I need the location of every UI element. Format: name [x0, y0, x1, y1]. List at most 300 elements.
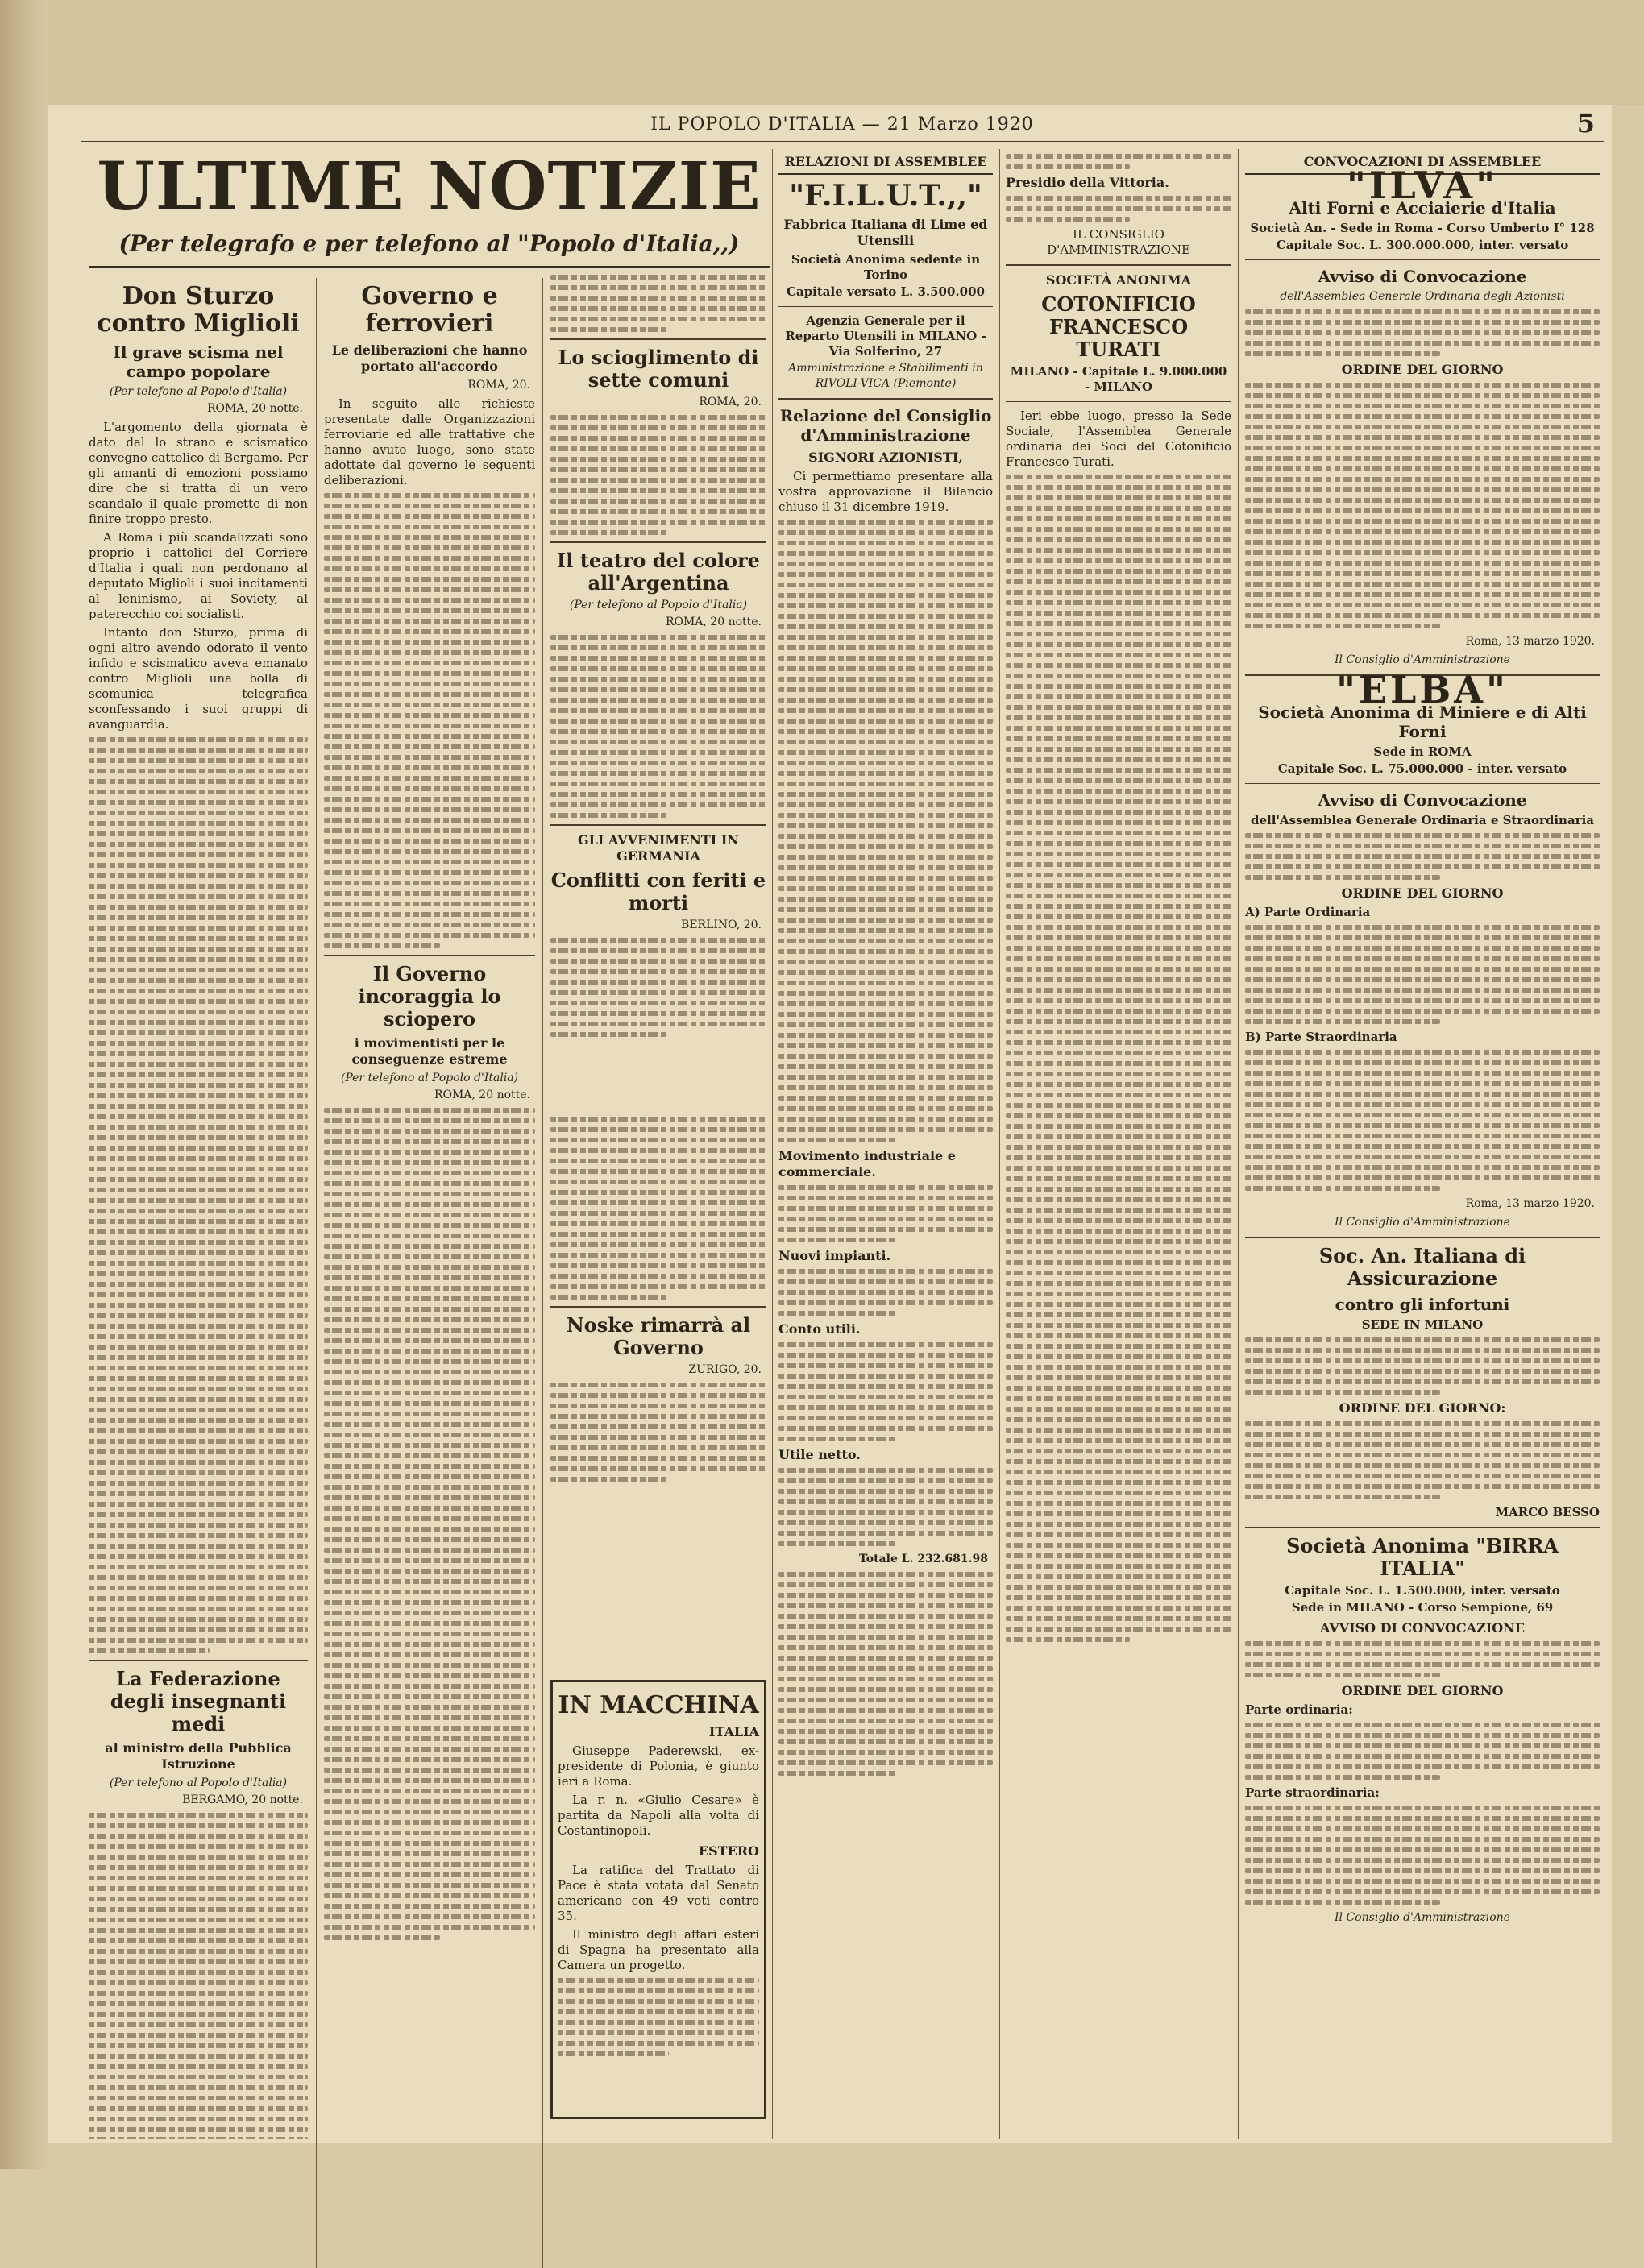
article-body-text: [89, 1813, 308, 2139]
text-line: [1006, 1072, 1231, 1076]
text-line: [1245, 1060, 1600, 1065]
text-line: [1006, 715, 1231, 720]
elba-part-a: A) Parte Ordinaria: [1245, 905, 1371, 919]
text-line: [1006, 1564, 1231, 1569]
text-line: [324, 1652, 535, 1657]
text-line: [89, 1240, 308, 1245]
text-line: [89, 1250, 308, 1255]
text-line: [550, 687, 766, 692]
text-line: [324, 1171, 535, 1175]
text-line: [89, 999, 308, 1004]
text-line: [778, 1206, 993, 1211]
text-line: [1006, 1428, 1231, 1433]
text-line: [550, 1011, 766, 1016]
article-headline: Noske rimarrà al Governo: [566, 1313, 751, 1359]
text-line: [324, 1370, 535, 1374]
relazione-total: Totale L. 232.681.98: [858, 1553, 988, 1565]
text-line: [1006, 1187, 1231, 1192]
text-line: [1245, 1723, 1600, 1727]
text-line: [324, 744, 535, 749]
text-line: [1245, 1432, 1600, 1437]
text-line: [1006, 820, 1231, 825]
article-headline: Il teatro del colore all'Argentina: [557, 549, 760, 595]
ilva-subtitle: Alti Forni e Acciaierie d'Italia: [1289, 198, 1556, 218]
text-line: [1006, 1061, 1231, 1066]
text-line: [324, 755, 535, 760]
text-line: [1006, 1113, 1231, 1118]
text-line: [324, 1862, 535, 1867]
text-line: [778, 1645, 993, 1650]
article-byline: (Per telefono al Popolo d'Italia): [340, 1072, 519, 1084]
text-line: [324, 1883, 535, 1888]
birra-body-text: [1245, 1641, 1600, 1677]
text-line: [1006, 1103, 1231, 1108]
text-line: [1245, 456, 1600, 461]
relazione-body-text: [778, 520, 993, 1142]
text-line: [550, 677, 766, 682]
text-line: [89, 800, 308, 805]
birra-notice: [1245, 1535, 1600, 1926]
text-line: [89, 2033, 308, 2038]
text-line: [778, 656, 993, 661]
text-line: [778, 1635, 993, 1640]
ilva-date: Roma, 13 marzo 1920.: [1465, 635, 1595, 648]
text-line: [89, 884, 308, 889]
text-line: [550, 813, 669, 818]
text-line: [89, 1928, 308, 1933]
text-line: [1006, 1574, 1231, 1579]
text-line: [89, 1638, 308, 1643]
text-line: [324, 1820, 535, 1825]
elba-sede: Sede in ROMA: [1373, 744, 1472, 759]
article-body-text: [89, 737, 308, 1653]
divider: [550, 824, 766, 826]
text-line: [1006, 611, 1231, 616]
text-line: [89, 1897, 308, 1901]
text-line: [324, 556, 535, 561]
text-line: [550, 980, 766, 985]
text-line: [324, 839, 535, 844]
relazione-body-text: [778, 1342, 993, 1441]
text-line: [324, 1768, 535, 1773]
text-line: [1006, 537, 1231, 542]
text-line: [778, 1269, 993, 1274]
text-line: [324, 828, 535, 833]
ilva-avviso: Avviso di Convocazione: [1318, 267, 1527, 286]
text-line: [1006, 1396, 1231, 1401]
article-headline: Governo e ferrovieri: [361, 282, 498, 338]
text-line: [324, 619, 535, 624]
text-line: [1006, 217, 1130, 222]
text-line: [324, 1181, 535, 1186]
text-line: [558, 2009, 759, 2014]
text-line: [778, 1001, 993, 1006]
text-line: [324, 566, 535, 571]
text-line: [324, 1296, 535, 1301]
column-6: [1245, 149, 1600, 2139]
text-line: [89, 915, 308, 920]
text-line: [550, 969, 766, 974]
text-line: [778, 1541, 896, 1546]
ilva-odg: ORDINE DEL GIORNO: [1341, 362, 1504, 377]
text-line: [778, 572, 993, 577]
text-line: [89, 1209, 308, 1213]
text-line: [89, 1167, 308, 1171]
text-line: [89, 978, 308, 983]
ultime-rule: [89, 266, 770, 268]
elba-body-text: [1245, 925, 1600, 1024]
text-line: [324, 902, 535, 906]
text-line: [324, 1569, 535, 1574]
text-line: [778, 1531, 993, 1536]
text-line: [1006, 852, 1231, 856]
text-line: [550, 1200, 766, 1205]
text-line: [1245, 571, 1600, 576]
text-line: [1006, 1375, 1231, 1380]
text-line: [1245, 1743, 1600, 1748]
text-line: [89, 758, 308, 763]
text-line: [1245, 1369, 1600, 1374]
text-line: [89, 2064, 308, 2069]
text-line: [1245, 988, 1600, 993]
article-headline: Conflitti con feriti e morti: [550, 869, 766, 914]
text-line: [1245, 519, 1600, 524]
text-line: [778, 802, 993, 807]
text-line: [89, 769, 308, 773]
text-line: [558, 2051, 669, 2056]
text-line: [550, 1180, 766, 1184]
text-line: [324, 1579, 535, 1584]
text-line: [324, 1548, 535, 1553]
text-line: [324, 703, 535, 707]
text-line: [324, 1422, 535, 1427]
text-line: [550, 306, 766, 311]
text-line: [324, 1558, 535, 1563]
text-line: [778, 624, 993, 629]
text-line: [778, 1033, 993, 1038]
text-line: [1006, 475, 1231, 479]
text-line: [778, 907, 993, 912]
article-dateline: ROMA, 20 notte.: [206, 402, 303, 415]
text-line: [1245, 435, 1600, 440]
text-line: [778, 1085, 993, 1090]
article-headline: La Federazione degli insegnanti medi: [110, 1667, 287, 1735]
text-line: [324, 943, 440, 948]
section-estero: ESTERO: [698, 1843, 759, 1859]
turati-capital: MILANO - Capitale L. 9.000.000 - MILANO: [1010, 364, 1227, 394]
elba-body-text: [1245, 1050, 1600, 1191]
text-line: [1006, 1197, 1231, 1202]
text-line: [778, 949, 993, 954]
text-line: [89, 1188, 308, 1192]
text-line: [1006, 1417, 1231, 1422]
text-line: [1006, 1606, 1231, 1611]
text-line: [1006, 485, 1231, 490]
text-line: [778, 1279, 993, 1284]
text-line: [1006, 1522, 1231, 1527]
text-line: [324, 1349, 535, 1354]
text-line: [324, 1642, 535, 1647]
ilva-capital: Capitale Soc. L. 300.000.000, inter. versato: [1276, 238, 1569, 252]
text-line: [1245, 477, 1600, 482]
text-line: [89, 1491, 308, 1496]
text-line: [778, 698, 993, 703]
text-line: [778, 562, 993, 566]
text-line: [1006, 726, 1231, 731]
text-line: [324, 661, 535, 665]
text-line: [778, 939, 993, 943]
ilva-avviso-sub: dell'Assemblea Generale Ordinaria degli Azionisti: [1280, 290, 1565, 303]
text-line: [324, 776, 535, 781]
text-line: [324, 1914, 535, 1919]
text-line: [1006, 977, 1231, 982]
birra-avviso: AVVISO DI CONVOCAZIONE: [1320, 1620, 1525, 1636]
text-line: [89, 1387, 308, 1391]
text-line: [324, 1736, 535, 1741]
text-line: [550, 1190, 766, 1195]
text-line: [1006, 558, 1231, 563]
text-line: [1245, 1816, 1600, 1821]
text-line: [778, 1342, 993, 1347]
text-line: [89, 926, 308, 931]
text-line: [1006, 1019, 1231, 1024]
text-line: [1006, 1627, 1231, 1632]
text-line: [778, 823, 993, 828]
text-line: [1245, 341, 1600, 346]
text-line: [324, 1789, 535, 1793]
text-line: [324, 1286, 535, 1291]
text-line: [89, 1114, 308, 1119]
text-line: [550, 792, 766, 797]
text-line: [1006, 642, 1231, 647]
text-line: [1245, 592, 1600, 597]
text-line: [89, 1907, 308, 1912]
text-line: [778, 1096, 993, 1101]
article-subheadline: Il grave scisma nel campo popolare: [113, 342, 284, 381]
text-line: [89, 1813, 308, 1818]
elba-notice: [1245, 668, 1600, 1230]
text-line: [324, 1537, 535, 1542]
text-line: [324, 587, 535, 592]
text-line: [89, 947, 308, 952]
text-line: [1006, 1250, 1231, 1254]
text-line: [324, 860, 535, 864]
text-line: [1006, 904, 1231, 909]
article-byline: (Per telefono al Popolo d'Italia): [109, 1777, 288, 1789]
text-line: [1245, 320, 1600, 325]
text-line: [1006, 527, 1231, 532]
article-dateline: ROMA, 20.: [467, 379, 530, 392]
text-line: [1245, 1673, 1440, 1677]
text-line: [89, 1313, 308, 1318]
text-line: [1245, 446, 1600, 450]
text-line: [1006, 1449, 1231, 1453]
divider: [1245, 259, 1600, 260]
text-line: [324, 797, 535, 802]
text-line: [1245, 540, 1600, 545]
article-headline: Don Sturzo contro Miglioli: [97, 282, 300, 338]
text-line: [89, 1617, 308, 1622]
text-line: [1006, 736, 1231, 741]
text-line: [324, 1338, 535, 1343]
text-line: [89, 1648, 210, 1653]
filut-brand: "F.I.L.U.T.,,": [789, 179, 982, 213]
text-line: [1006, 1543, 1231, 1548]
article-body-text: [550, 275, 766, 332]
text-line: [89, 1062, 308, 1067]
convocazioni-header: CONVOCAZIONI DI ASSEMBLEE: [1245, 154, 1600, 175]
article-body-text: [550, 415, 766, 535]
text-line: [89, 2075, 308, 2079]
text-line: [1245, 1889, 1600, 1894]
text-line: [89, 821, 308, 826]
text-line: [778, 520, 993, 525]
text-line: [1006, 1312, 1231, 1317]
text-line: [324, 1705, 535, 1710]
text-line: [778, 928, 993, 933]
article-paragraph: A Roma i più scandalizzati sono proprio i cattolici del Corriere d'Italia i quali non perdonano al deputato Miglioli i suoi incitamenti al leninismo, ai Soviety, al paterecchio coi socialisti.: [89, 530, 308, 621]
text-line: [778, 1196, 993, 1200]
text-line: [89, 1575, 308, 1580]
page-spine: [0, 0, 48, 2169]
text-line: [778, 1437, 896, 1441]
text-line: [778, 750, 993, 755]
text-line: [1245, 624, 1440, 628]
text-line: [550, 457, 766, 462]
text-line: [1006, 1030, 1231, 1034]
text-line: [778, 635, 993, 640]
text-line: [89, 852, 308, 857]
text-line: [1006, 1438, 1231, 1443]
text-line: [324, 1244, 535, 1249]
text-line: [1245, 1337, 1600, 1342]
text-line: [778, 1426, 993, 1431]
text-line: [89, 1292, 308, 1297]
text-line: [550, 1032, 669, 1037]
text-line: [1006, 778, 1231, 783]
text-line: [324, 1841, 535, 1846]
text-line: [778, 1520, 993, 1525]
text-line: [1006, 1323, 1231, 1328]
text-line: [1006, 1218, 1231, 1223]
text-line: [778, 1478, 993, 1483]
article-byline: (Per telefono al Popolo d'Italia): [109, 385, 288, 398]
article-dateline: BERGAMO, 20 notte.: [182, 1793, 303, 1806]
text-line: [89, 2043, 308, 2048]
text-line: [89, 1125, 308, 1130]
relazione-body-text: [778, 1468, 993, 1546]
divider: [1245, 1237, 1600, 1238]
text-line: [89, 1565, 308, 1569]
text-line: [324, 881, 535, 885]
birra-straordinaria: Parte straordinaria:: [1245, 1785, 1380, 1800]
text-line: [89, 894, 308, 899]
text-line: [1245, 1155, 1600, 1159]
text-line: [1006, 1501, 1231, 1506]
ilva-signature: Il Consiglio d'Amministrazione: [1335, 653, 1510, 666]
text-line: [1006, 1491, 1231, 1495]
text-line: [1006, 1292, 1231, 1296]
text-line: [550, 1383, 766, 1387]
elba-part-b: B) Parte Straordinaria: [1245, 1030, 1397, 1044]
text-line: [550, 1414, 766, 1419]
text-line: [89, 1627, 308, 1632]
text-line: [778, 603, 993, 608]
article-byline: (Per telefono al Popolo d'Italia): [569, 599, 748, 612]
text-line: [89, 1607, 308, 1611]
text-line: [324, 1799, 535, 1804]
text-line: [1006, 1354, 1231, 1359]
relazione-body-text: [1006, 196, 1231, 222]
text-line: [778, 1311, 896, 1316]
text-line: [550, 666, 766, 671]
text-line: [324, 1464, 535, 1469]
text-line: [1245, 1379, 1600, 1384]
text-line: [1245, 613, 1600, 618]
text-line: [778, 1227, 993, 1232]
text-line: [324, 923, 535, 927]
text-line: [550, 436, 766, 441]
text-line: [778, 1353, 993, 1358]
text-line: [550, 1263, 766, 1268]
text-line: [778, 960, 993, 964]
text-line: [778, 1384, 993, 1389]
text-line: [1006, 516, 1231, 521]
text-line: [89, 2106, 308, 2111]
text-line: [550, 1477, 669, 1482]
filut-admin: Amministrazione e Stabilimenti in RIVOLI-VICA (Piemonte): [788, 362, 983, 390]
text-line: [1006, 1585, 1231, 1590]
text-line: [778, 645, 993, 650]
text-line: [89, 1481, 308, 1486]
text-line: [89, 1030, 308, 1035]
relazione-paragraph: Ci permettiamo presentare alla vostra approvazione il Bilancio chiuso il 31 dicembre 1919.: [778, 469, 993, 514]
elba-odg: ORDINE DEL GIORNO: [1341, 885, 1504, 901]
divider: [550, 541, 766, 543]
text-line: [1245, 946, 1600, 951]
text-line: [778, 1043, 993, 1048]
turati-soc: SOCIETÀ ANONIMA: [1045, 272, 1192, 288]
column-3: [550, 270, 766, 1108]
text-line: [550, 509, 766, 514]
text-line: [89, 1093, 308, 1098]
text-line: [89, 1010, 308, 1014]
text-line: [324, 1590, 535, 1594]
column-5: [1006, 149, 1231, 2139]
birra-ordinaria: Parte ordinaria:: [1245, 1702, 1353, 1717]
text-line: [550, 938, 766, 943]
text-line: [89, 1449, 308, 1454]
text-line: [778, 1572, 993, 1577]
text-line: [550, 415, 766, 420]
text-line: [324, 1150, 535, 1155]
text-line: [778, 1022, 993, 1027]
text-line: [1245, 393, 1600, 398]
text-line: [1245, 1463, 1600, 1468]
text-line: [89, 1533, 308, 1538]
text-line: [1006, 1459, 1231, 1464]
text-line: [778, 1238, 896, 1242]
text-line: [778, 1217, 993, 1221]
text-line: [778, 1363, 993, 1368]
text-line: [89, 873, 308, 878]
text-line: [89, 1072, 308, 1077]
text-line: [324, 1453, 535, 1458]
text-line: [550, 1393, 766, 1398]
text-line: [1245, 1484, 1600, 1489]
text-line: [1245, 582, 1600, 587]
masthead: [81, 109, 1604, 143]
